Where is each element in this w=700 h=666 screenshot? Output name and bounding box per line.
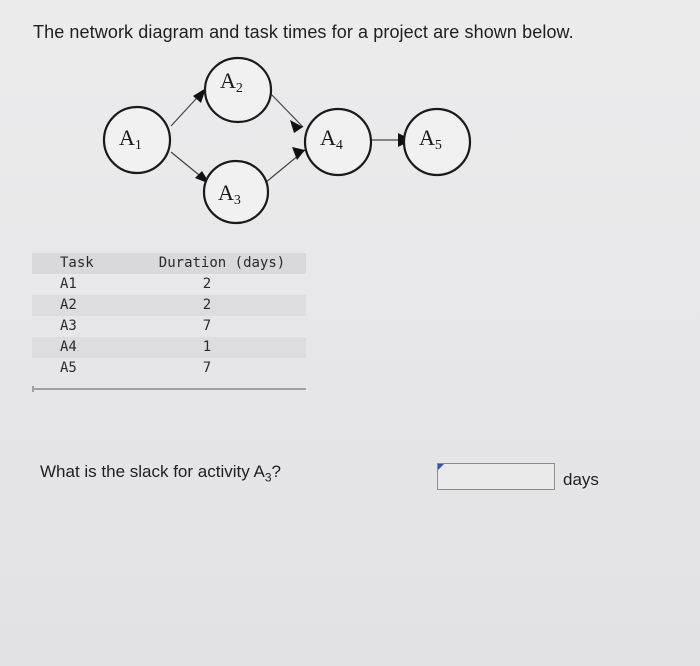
node-a1-label: A1 — [119, 125, 142, 153]
table-bottom-rule — [32, 388, 306, 390]
table-row — [32, 316, 306, 337]
duration-cell: 7 — [202, 360, 212, 376]
arrowhead-a4-top — [290, 120, 303, 133]
node-a5-label: A5 — [419, 125, 442, 153]
header-duration: Duration (days) — [158, 255, 286, 271]
task-cell: A1 — [60, 276, 77, 292]
task-cell: A3 — [60, 318, 77, 334]
duration-cell: 2 — [202, 276, 212, 292]
node-a3-circle — [204, 161, 268, 223]
slack-answer-input[interactable] — [437, 463, 555, 490]
node-a3-label: A3 — [218, 180, 241, 208]
input-corner-marker — [438, 464, 444, 470]
edge-a2-a4 — [269, 92, 303, 127]
slack-question: What is the slack for activity $A_3$? — [40, 462, 282, 485]
duration-cell: 1 — [202, 339, 212, 355]
arrowhead-a4-bottom — [292, 147, 305, 160]
table-row — [32, 358, 306, 379]
question-text: The network diagram and task times for a project are shown below. — [33, 22, 574, 42]
header-task: Task — [60, 255, 94, 271]
table-row — [32, 274, 306, 295]
task-table — [32, 253, 306, 379]
table-bottom-tick — [32, 386, 34, 392]
node-a2-label: A2 — [220, 68, 243, 96]
task-cell: A4 — [60, 339, 77, 355]
unit-label: days — [563, 470, 599, 489]
duration-cell: 2 — [202, 297, 212, 313]
node-a4-label: A4 — [320, 125, 343, 153]
task-cell: A5 — [60, 360, 77, 376]
table-row — [32, 295, 306, 316]
table-header — [32, 253, 306, 274]
network-diagram — [0, 0, 700, 250]
table-row — [32, 337, 306, 358]
duration-cell: 7 — [202, 318, 212, 334]
task-cell: A2 — [60, 297, 77, 313]
